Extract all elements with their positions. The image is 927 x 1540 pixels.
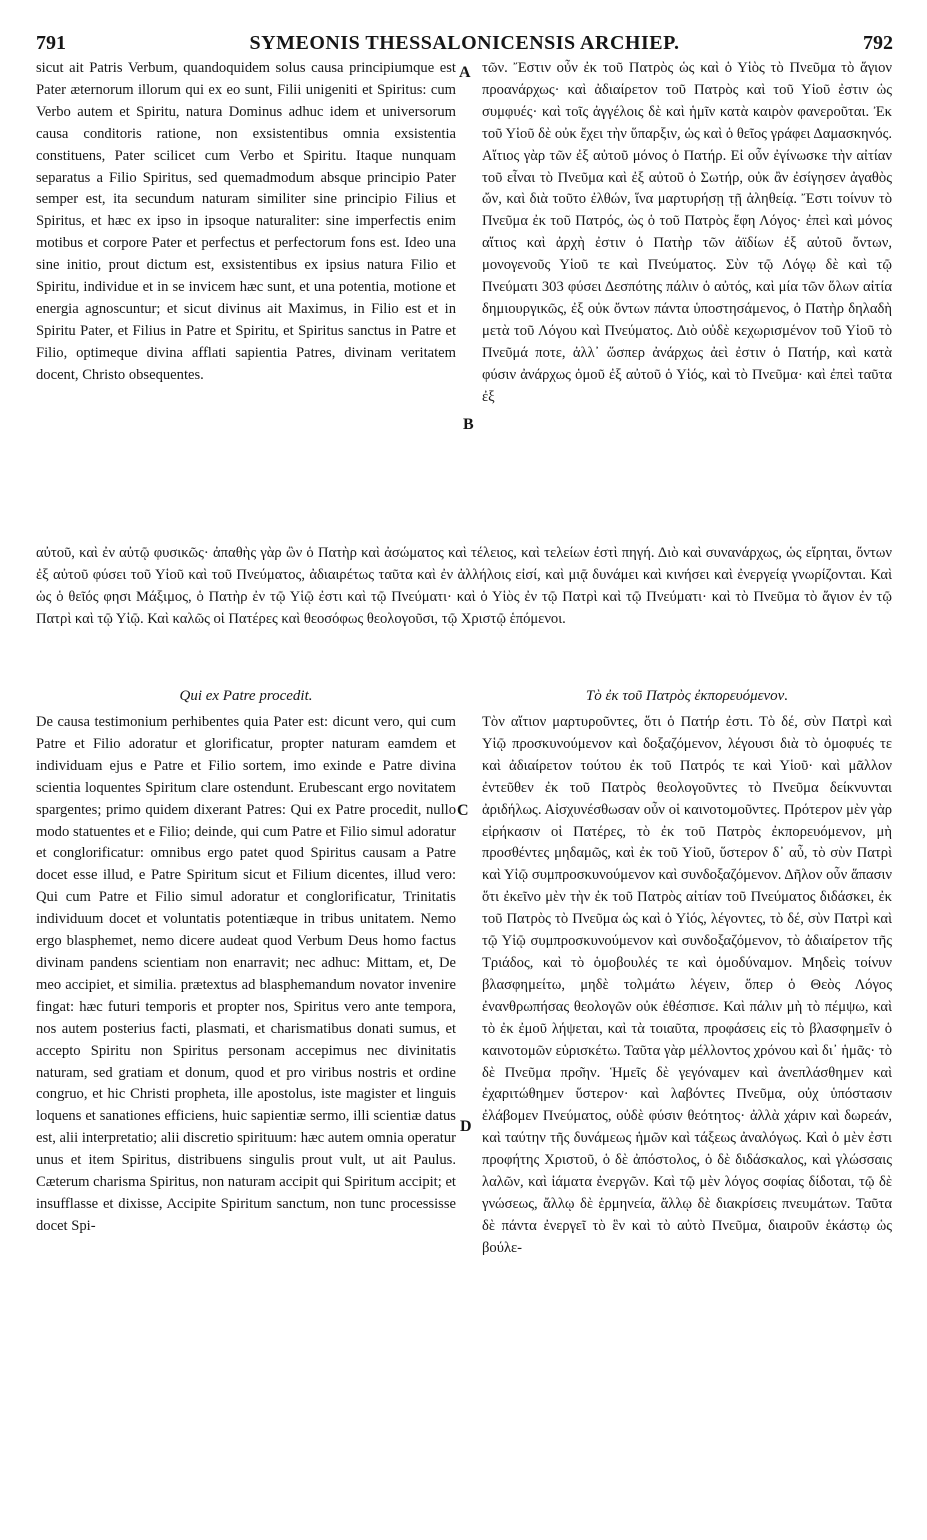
margin-marker-d: D — [460, 1118, 472, 1135]
latin-column-top — [36, 58, 456, 538]
greek-fullwidth-paragraph — [36, 543, 892, 675]
margin-marker-a: A — [459, 64, 471, 81]
greek-section-heading: Τὸ ἐκ τοῦ Πατρὸς ἐκπορευόμενον. — [585, 688, 789, 704]
greek-column-top — [482, 58, 892, 538]
latin-paragraph-bottom: De causa testimonium perhibentes quia Pater est: dicunt vero, qui cum Patre et Filio adoratur et glorificatur, propter naturam eamdem et individuam ejus e Patre et Filio sortem, imo exinde e Patre divina scientia loquentes Spiritum clare ostendunt. Erubescant ergo novitatem spargentes; primo quidem dixerant Patres: Qui ex Patre procedit, nullo modo statuentes et e Filio; deinde, qui cum Patre et Filio simul adoratur et conglorificatur: omnibus ergo patet quod Spiritus causam a Patre docet esse illud, e Patre Spiritum sicut et Filium dicentes, illud vero: Qui cum Patre et Filio simul adoratur et conglorificatur, Trinitatis individuum docet et voluntatis potentiæque in tribus unitatem. Nemo ergo blasphemet, nemo dicere audeat quod Verbum Deus homo factus divinam pandens scientiam non enarravit; nec adhuc: Mittam, et, De meo accipiet, et similia. prætextus ad blasphemandum novator invenire fingat: hæc futuri temporis et propter nos, Spiritus vero ante tempora, nos autem posterius facti, plasmati, et charismatibus donati sumus, et accepto Spiritu non Spiritus personam accepimus nec divinitatis naturam, sed gratiam et donum, quod et pro viribus nostris et ordine congruo, et hic Christi propheta, ille apostolus, iste magister et linguis loquens et sanationes efficiens, huic sapientiæ sermo, illi scientiæ datus est, alii interpretatio; alii discretio spirituum: hæc autem omnia operatur unus et item Spiritus, distribuens singulis prout vult, ut ait Paulus. Cæterum charisma Spiritus, non naturam accipit qui Spiritum accipit; et insufflasse et dixisse, Accipite Spiritum sanctum, non tunc processisse docet Spi- — [36, 714, 456, 1234]
running-title: SYMEONIS THESSALONICENSIS ARCHIEP. — [249, 32, 680, 54]
greek-fullwidth-text: αὐτοῦ, καὶ ἐν αὐτῷ φυσικῶς· ἀπαθὴς γὰρ ὢν ὁ Πατὴρ καὶ ἀσώματος καὶ τέλειος, καὶ τελείων ἐστὶ πηγή. Διὸ καὶ συνανάρχως, ὡς εἴρηται, ὄντων ἐξ αὐτοῦ φύσει τοῦ Υἱοῦ καὶ τοῦ Πνεύματος, ἀδιαιρέτως ταῦτα καὶ ἐν ἀλλήλοις εἰσί, καὶ μιᾷ δυνάμει καὶ κινήσει καὶ ἐνεργείᾳ γνωρίζονται. Καὶ ὡς ὁ θεῖός φησι Μάξιμος, ὁ Πατὴρ ἐν τῷ Υἱῷ ἐστι καὶ τῷ Πνεύματι· καὶ ὁ Υἱὸς ἐν τῷ Πατρὶ καὶ τῷ Πνεύματι· καὶ τὸ Πνεῦμα τὸ ἅγιον ἐν τῷ Πατρὶ καὶ τῷ Υἱῷ. Καὶ καλῶς οἱ Πατέρες καὶ θεοσόφως θεολογοῦσι, τῷ Χριστῷ ἑπόμενοι. — [36, 545, 892, 627]
page-number-right: 792 — [863, 32, 893, 54]
margin-marker-b: B — [463, 416, 474, 433]
page-number-left: 791 — [36, 32, 66, 54]
greek-paragraph-top: τῶν. Ἔστιν οὖν ἐκ τοῦ Πατρὸς ὡς καὶ ὁ Υἱὸς τὸ Πνεῦμα τὸ ἅγιον προανάρχως· καὶ ἀδιαίρετον τοῦ Πατρὸς καὶ τοῦ Υἱοῦ ἐστιν ὡς συμφυές· καὶ τοῖς ἀγγέλοις δὲ καὶ ἡμῖν κατὰ καιρὸν φανεροῦται. Ἐκ τοῦ Υἱοῦ δὲ οὐκ ἔχει τὴν ὕπαρξιν, ὡς καὶ ὁ θεῖος γράφει Δαμασκηνός. Αἴτιος γὰρ τῶν ἐξ αὐτοῦ μόνος ὁ Πατήρ. Εἰ οὖν ἐγίνωσκε τὴν αἰτίαν τοῦ εἶναι τὸ Πνεῦμα καὶ ἐξ αὐτοῦ ὁ Σωτήρ, οὐκ ἂν ἐσίγησεν ἀγαθὸς ὤν, καὶ διὰ τοῦτο ἐλθών, ἵνα μαρτυρήσῃ τῇ ἀληθείᾳ. Ἔστι τοίνυν τὸ Πνεῦμα ἐκ τοῦ Πατρός, ὡς ὁ τοῦ Πατρὸς ἔφη Λόγος· ἐπεὶ καὶ μόνος αἴτιος καὶ ἀρχὴ ἐστιν ὁ Πατὴρ τῶν ἀϊδίων ἐξ αὐτοῦ ὄντων, μονογενοῦς Υἱοῦ τε καὶ Πνεύματος. Σὺν τῷ Λόγῳ δὲ καὶ τῷ Πνεύματι 303 φύσει Δεσπότης πάλιν ὁ αὐτός, καὶ μία τῶν ὅλων αἰτία δημιουργικῶς, ἐξ οὐκ ὄντων πάντα ὑποστησάμενος, ὁ Πατὴρ δηλαδὴ μετὰ τοῦ Λόγου καὶ Πνεύματος. Διὸ οὐδὲ κεχωρισμένον τοῦ Υἱοῦ τὸ Πνεῦμά ποτε, ἀλλ᾽ ὥσπερ ἀνάρχως ἀεὶ ἐστιν ὁ Πατήρ, καὶ κατὰ φύσιν ἀνάρχως ὁμοῦ ἐξ αὐτοῦ ὁ Υἱός, καὶ τὸ Πνεῦμα· καὶ ἐπεὶ ταῦτα ἐξ — [482, 60, 892, 405]
margin-marker-c: C — [457, 802, 469, 819]
latin-paragraph-top: sicut ait Patris Verbum, quandoquidem solus causa principiumque est Pater æternorum illorum qui ex eo sunt, Filii unigeniti et Spiritus: cum Verbo autem et Spiritu, natura Dominus adhuc idem et universorum causa conditoris ratione, non exsistentibus omnia exsistentia constituens, Pater scilicet cum Verbo et Spiritu. Itaque nunquam separatus a Filio Spiritus, sed quemadmodum absque principio Pater semper est, ita secundum naturam similiter sine principio Filius et Spiritus, et hæc ex ipso in ipsoque naturaliter: sine imperfectis enim motibus et corpore Pater et perfectus et perfectorum fons est. Ideo una sine initio, prout dictum est, exsistentibus ex ipsius natura Filio et Spiritu, individue et in se invicem hæc sunt, et una potentia, motione et energia agnoscuntur; et sicut divinus ait Maximus, in Filio est et in Spiritu Pater, et Filius in Patre et Spiritu, et Spiritus sanctus in Patre et Filio, optimeque divina afflati sapientia Patres, divinam veritatem docent, Christo obsequentes. — [36, 60, 456, 383]
greek-paragraph-bottom: Τὸν αἴτιον μαρτυροῦντες, ὅτι ὁ Πατήρ ἐστι. Τὸ δέ, σὺν Πατρὶ καὶ Υἱῷ προσκυνούμενον καὶ δοξαζόμενον, λέγουσι διὰ τὸ ὁμοφυές τε καὶ ἀδιαίρετον τούτου ἐκ τοῦ Πατρός τε καὶ Υἱοῦ· καὶ μᾶλλον ἐντεῦθεν ἐκ τοῦ Πατρὸς θεολογοῦντες τὸ Πνεῦμα δείκνυνται ἀριδήλως. Αἰσχυνέσθωσαν οὖν οἱ καινοτομοῦντες. Πρότερον μὲν γὰρ εἰρήκασιν οἱ Πατέρες, τὸ ἐκ τοῦ Πατρὸς ἐκπορευόμενον, μὴ προσθέντες μηδαμῶς, καὶ ἐκ τοῦ Υἱοῦ, ὕστερον δ᾽ αὖ, τὸ σὺν Πατρὶ καὶ Υἱῷ συμπροσκυνούμενον καὶ συνδοξαζόμενον. Δῆλον οὖν ἅπασιν ὅτι ἐκεῖνο μὲν τὴν ἐκ τοῦ Πατρὸς αἰτίαν τοῦ Πνεύματος διδάσκει, ἐκ τοῦ Πατρὸς τὸ Πνεῦμα ὡς καὶ ὁ Υἱός, λέγοντες, τὸ δέ, σὺν Πατρὶ καὶ τῷ Υἱῷ συμπροσκυνούμενον καὶ συνδοξαζόμενον, τὸ ἀδιαίρετον τῆς Τριάδος, καὶ τὸ ὁμοβουλές τε καὶ ὁμοδύναμον. Μηδεὶς τοίνυν βλασφημείτω, μηδὲ τολμάτω λέγειν, ὅπερ ὁ Θεὸς Λόγος ἐνανθρωπήσας θεολογῶν οὐκ ἐθέσπισε. Καὶ πάλιν μὴ τὸ πέμψω, καὶ τὸ ἐκ ἐμοῦ λήψεται, καὶ τὰ τοιαῦτα, προφάσεις εἰς τὸ βλασφημεῖν ὁ καινοτομῶν εὑρισκέτω. Ταῦτα γὰρ μέλλοντος χρόνου καὶ δι᾽ ἡμᾶς· τὸ δὲ Πνεῦμα προ͂ην. Ἡμεῖς δὲ γεγόναμεν καὶ ἀνεπλάσθημεν καὶ ἐχαριτώθημεν ὕστερον· καὶ λαβόντες Πνεῦμα, οὐχ ὑπόστασιν ἐλάβομεν Πνεύματος, οὐδὲ φύσιν θεότητος· ἀλλὰ χάριν καὶ δωρεάν, καὶ ταύτην τῆς δυνάμεως ἡμῶν καὶ τάξεως ἀναλόγως. Καὶ ὁ μὲν ἐστι προφήτης Χριστοῦ, ὁ δὲ ἀπόστολος, ὁ δὲ διδάσκαλος, καὶ γλώσσαις λαλῶν, καὶ ἰάματα ἐνεργῶν. Καὶ τῷ μὲν λόγος σοφίας δίδοται, τῷ δὲ γνώσεως, ἄλλῳ δὲ ἑρμηνεία, ἄλλῳ δὲ διακρίσεις πνευμάτων. Ταῦτα δὲ πάντα ἐνεργεῖ τὸ ἓν καὶ τὸ αὐτὸ Πνεῦμα, διαιροῦν ἑκάστῳ ὡς βούλε- — [482, 714, 892, 1256]
running-header — [36, 32, 893, 56]
latin-column-bottom — [36, 712, 456, 1522]
latin-section-heading: Qui ex Patre procedit. — [179, 688, 313, 704]
greek-column-bottom — [482, 712, 892, 1522]
